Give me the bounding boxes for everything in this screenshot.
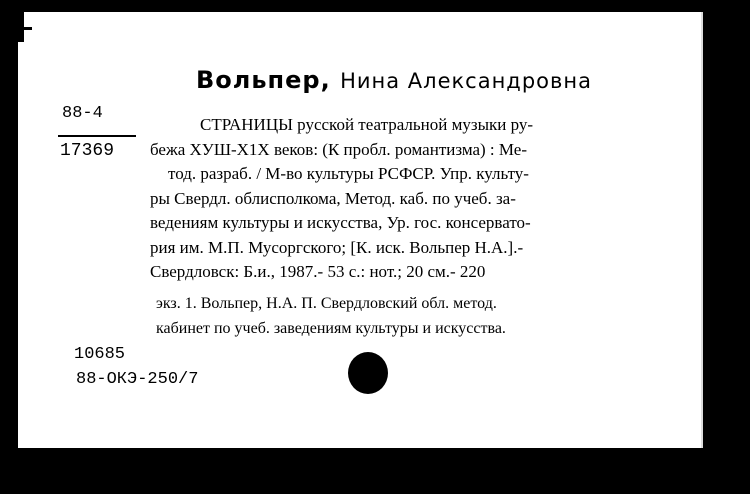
author-given-name: Нина Александровна — [340, 69, 592, 93]
shelf-mark-bottom: 17369 — [60, 141, 115, 161]
description-line: бежа ХУШ-Х1Х веков: (К пробл. романтизма) : Ме- — [150, 139, 527, 159]
bibliographic-description — [150, 113, 695, 285]
inventory-number: 10685 — [74, 345, 126, 364]
description-line: Свердловск: Б.и., 1987.- 53 с.: нот.; 20 см.- 220 — [150, 262, 486, 281]
author-heading — [196, 66, 592, 94]
subject-tracings — [156, 291, 696, 341]
description-line: ры Свердл. облисполкома, Метод. каб. по учеб. за- — [150, 188, 516, 208]
description-line: ведениям культуры и искусства, Ур. гос. консервато- — [150, 213, 531, 232]
subject-line: экз. 1. Вольпер, Н.А. П. Свердловский обл. метод. — [156, 295, 497, 312]
description-line: рия им. М.П. Мусоргского; [К. иск. Вольпер Н.А.].- — [150, 237, 524, 257]
card-corner-tick — [18, 27, 32, 30]
shelf-mark-divider — [58, 135, 136, 137]
catalog-code: 88-ОКЭ-250/7 — [76, 370, 199, 389]
punch-hole — [348, 352, 388, 394]
author-surname: Вольпер, — [196, 66, 331, 94]
description-line: СТРАНИЦЫ русской театральной музыки ру- — [200, 115, 534, 134]
shelf-mark-top: 88-4 — [62, 104, 103, 123]
description-line: тод. разраб. / М-во культуры РСФСР. Упр. культу- — [168, 164, 529, 183]
subject-line: кабинет по учеб. заведениям культуры и искусства. — [156, 320, 506, 337]
